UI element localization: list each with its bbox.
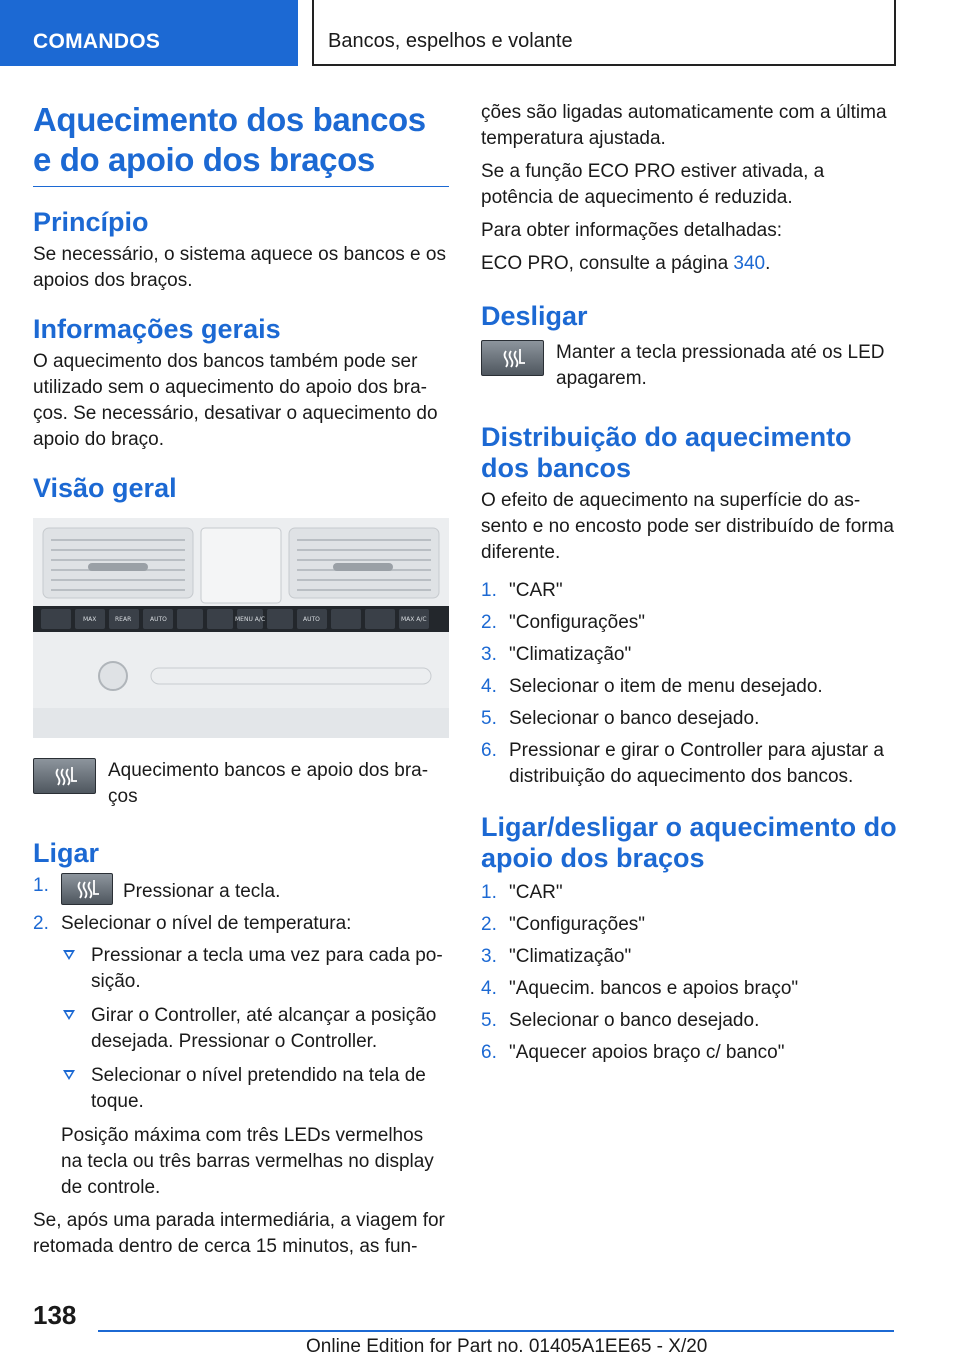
desligar-row bbox=[481, 340, 897, 392]
continued-text-3: Para obter informações detalhadas: bbox=[481, 220, 783, 241]
footer-divider bbox=[98, 1330, 894, 1332]
edition-text: Online Edition for Part no. 01405A1EE65 - X/20 bbox=[306, 1336, 708, 1357]
heading-desligar: Desligar bbox=[481, 301, 588, 331]
photo-label-max: MAX bbox=[83, 616, 97, 623]
resume-paragraph: Se, após uma parada intermediária, a viagem for retomada dentro de cerca 15 minutos, as fun- bbox=[33, 1210, 445, 1257]
list-item: 6. Pressionar e girar o Controller para ajustar a distribuição do aquecimento dos bancos. bbox=[481, 740, 884, 787]
list-item: 1. "CAR" bbox=[481, 882, 563, 903]
climate-control-photo bbox=[33, 518, 449, 738]
triangle-bullet-icon bbox=[63, 1010, 75, 1020]
continued-text-2: Se a função ECO PRO estiver ativada, a potência de aquecimento é reduzida. bbox=[481, 161, 825, 208]
temperature-options bbox=[61, 943, 449, 1115]
page-header bbox=[0, 0, 960, 66]
photo-label-menu: MENU A/C bbox=[235, 616, 266, 623]
list-item: Pressionar a tecla uma vez para cada po-sição. bbox=[61, 943, 449, 995]
list-item: 2. Selecionar o nível de temperatura: Pressionar a tecla uma vez para cada po-sição. Girar o Controller, até alcançar a posição desejada. Pressionar o Controller. Selecionar o nível pretendido na tela de toque. Posição máxima com três LEDs vermelhos na tecla ou três barras vermelhas no display de controle. bbox=[33, 911, 449, 1201]
list-item: Selecionar o nível pretendido na tela de toque. bbox=[61, 1063, 449, 1115]
list-item: 1. "CAR" bbox=[481, 580, 563, 601]
heading-informacoes: Informações gerais bbox=[33, 314, 281, 344]
list-item: 3. "Climatização" bbox=[481, 946, 632, 967]
distribuicao-steps bbox=[481, 578, 897, 790]
list-item: 4. "Aquecim. bancos e apoios braço" bbox=[481, 978, 799, 999]
page-number: 138 bbox=[33, 1300, 77, 1330]
principio-text: Se necessário, o sistema aquece os bancos e os apoios dos braços. bbox=[33, 244, 446, 291]
seat-heat-icon bbox=[481, 340, 544, 376]
seat-heat-icon[interactable] bbox=[61, 873, 113, 905]
distribuicao-text: O efeito de aquecimento na superfície do as-sento e no encosto pode ser distribuído de forma diferente. bbox=[481, 490, 894, 563]
heading-visao-geral: Visão geral bbox=[33, 473, 177, 503]
heading-distribuicao: Distribuição do aquecimento dos bancos bbox=[481, 422, 852, 483]
page-link[interactable]: 340 bbox=[733, 253, 766, 274]
desligar-text: Manter a tecla pressionada até os LED apagarem. bbox=[556, 342, 885, 389]
list-item: Girar o Controller, até alcançar a posição desejada. Pressionar o Controller. bbox=[61, 1003, 449, 1055]
eco-pro-reference: ECO PRO, consulte a página 340. bbox=[481, 253, 771, 274]
chapter-title: Bancos, espelhos e volante bbox=[312, 0, 896, 66]
triangle-bullet-icon bbox=[63, 1070, 75, 1080]
list-item: 3. "Climatização" bbox=[481, 644, 632, 665]
informacoes-text: O aquecimento dos bancos também pode ser utilizado sem o aquecimento do apoio dos bra-ços. Se necessário, desativar o aquecimento do apoio do braço. bbox=[33, 351, 438, 450]
heading-ligar: Ligar bbox=[33, 838, 100, 868]
heading-principio: Princípio bbox=[33, 207, 149, 237]
right-column bbox=[481, 100, 897, 1072]
photo-label-max-ac: MAX A/C bbox=[401, 616, 427, 623]
list-item: 6. "Aquecer apoios braço c/ banco" bbox=[481, 1042, 785, 1063]
list-item: 2. "Configurações" bbox=[481, 612, 646, 633]
continued-text-1: ções são ligadas automaticamente com a última temperatura ajustada. bbox=[481, 102, 887, 149]
triangle-bullet-icon bbox=[63, 950, 75, 960]
left-column bbox=[33, 100, 449, 1267]
section-tab: COMANDOS bbox=[0, 0, 298, 66]
photo-label-auto-2: AUTO bbox=[303, 616, 320, 623]
apoio-steps bbox=[481, 880, 897, 1066]
list-item: 4. Selecionar o item de menu desejado. bbox=[481, 676, 823, 697]
seat-heat-caption-row bbox=[33, 758, 449, 810]
seat-heat-caption: Aquecimento bancos e apoio dos bra-ços bbox=[108, 760, 429, 807]
list-item: 5. Selecionar o banco desejado. bbox=[481, 708, 760, 729]
seat-heat-icon bbox=[33, 758, 96, 794]
list-item: 5. Selecionar o banco desejado. bbox=[481, 1010, 760, 1031]
photo-label-auto-1: AUTO bbox=[150, 616, 167, 623]
list-item: 2. "Configurações" bbox=[481, 914, 646, 935]
heading-apoio: Ligar/desligar o aquecimento do apoio dos braços bbox=[481, 812, 897, 873]
list-item: 1. Pressionar a tecla. bbox=[33, 873, 449, 905]
ligar-steps bbox=[33, 873, 449, 1201]
max-position-note: Posição máxima com três LEDs vermelhos na tecla ou três barras vermelhas no display de controle. bbox=[61, 1125, 434, 1198]
page-title: Aquecimento dos bancos e do apoio dos braços bbox=[33, 100, 449, 187]
photo-label-rear: REAR bbox=[115, 616, 132, 623]
